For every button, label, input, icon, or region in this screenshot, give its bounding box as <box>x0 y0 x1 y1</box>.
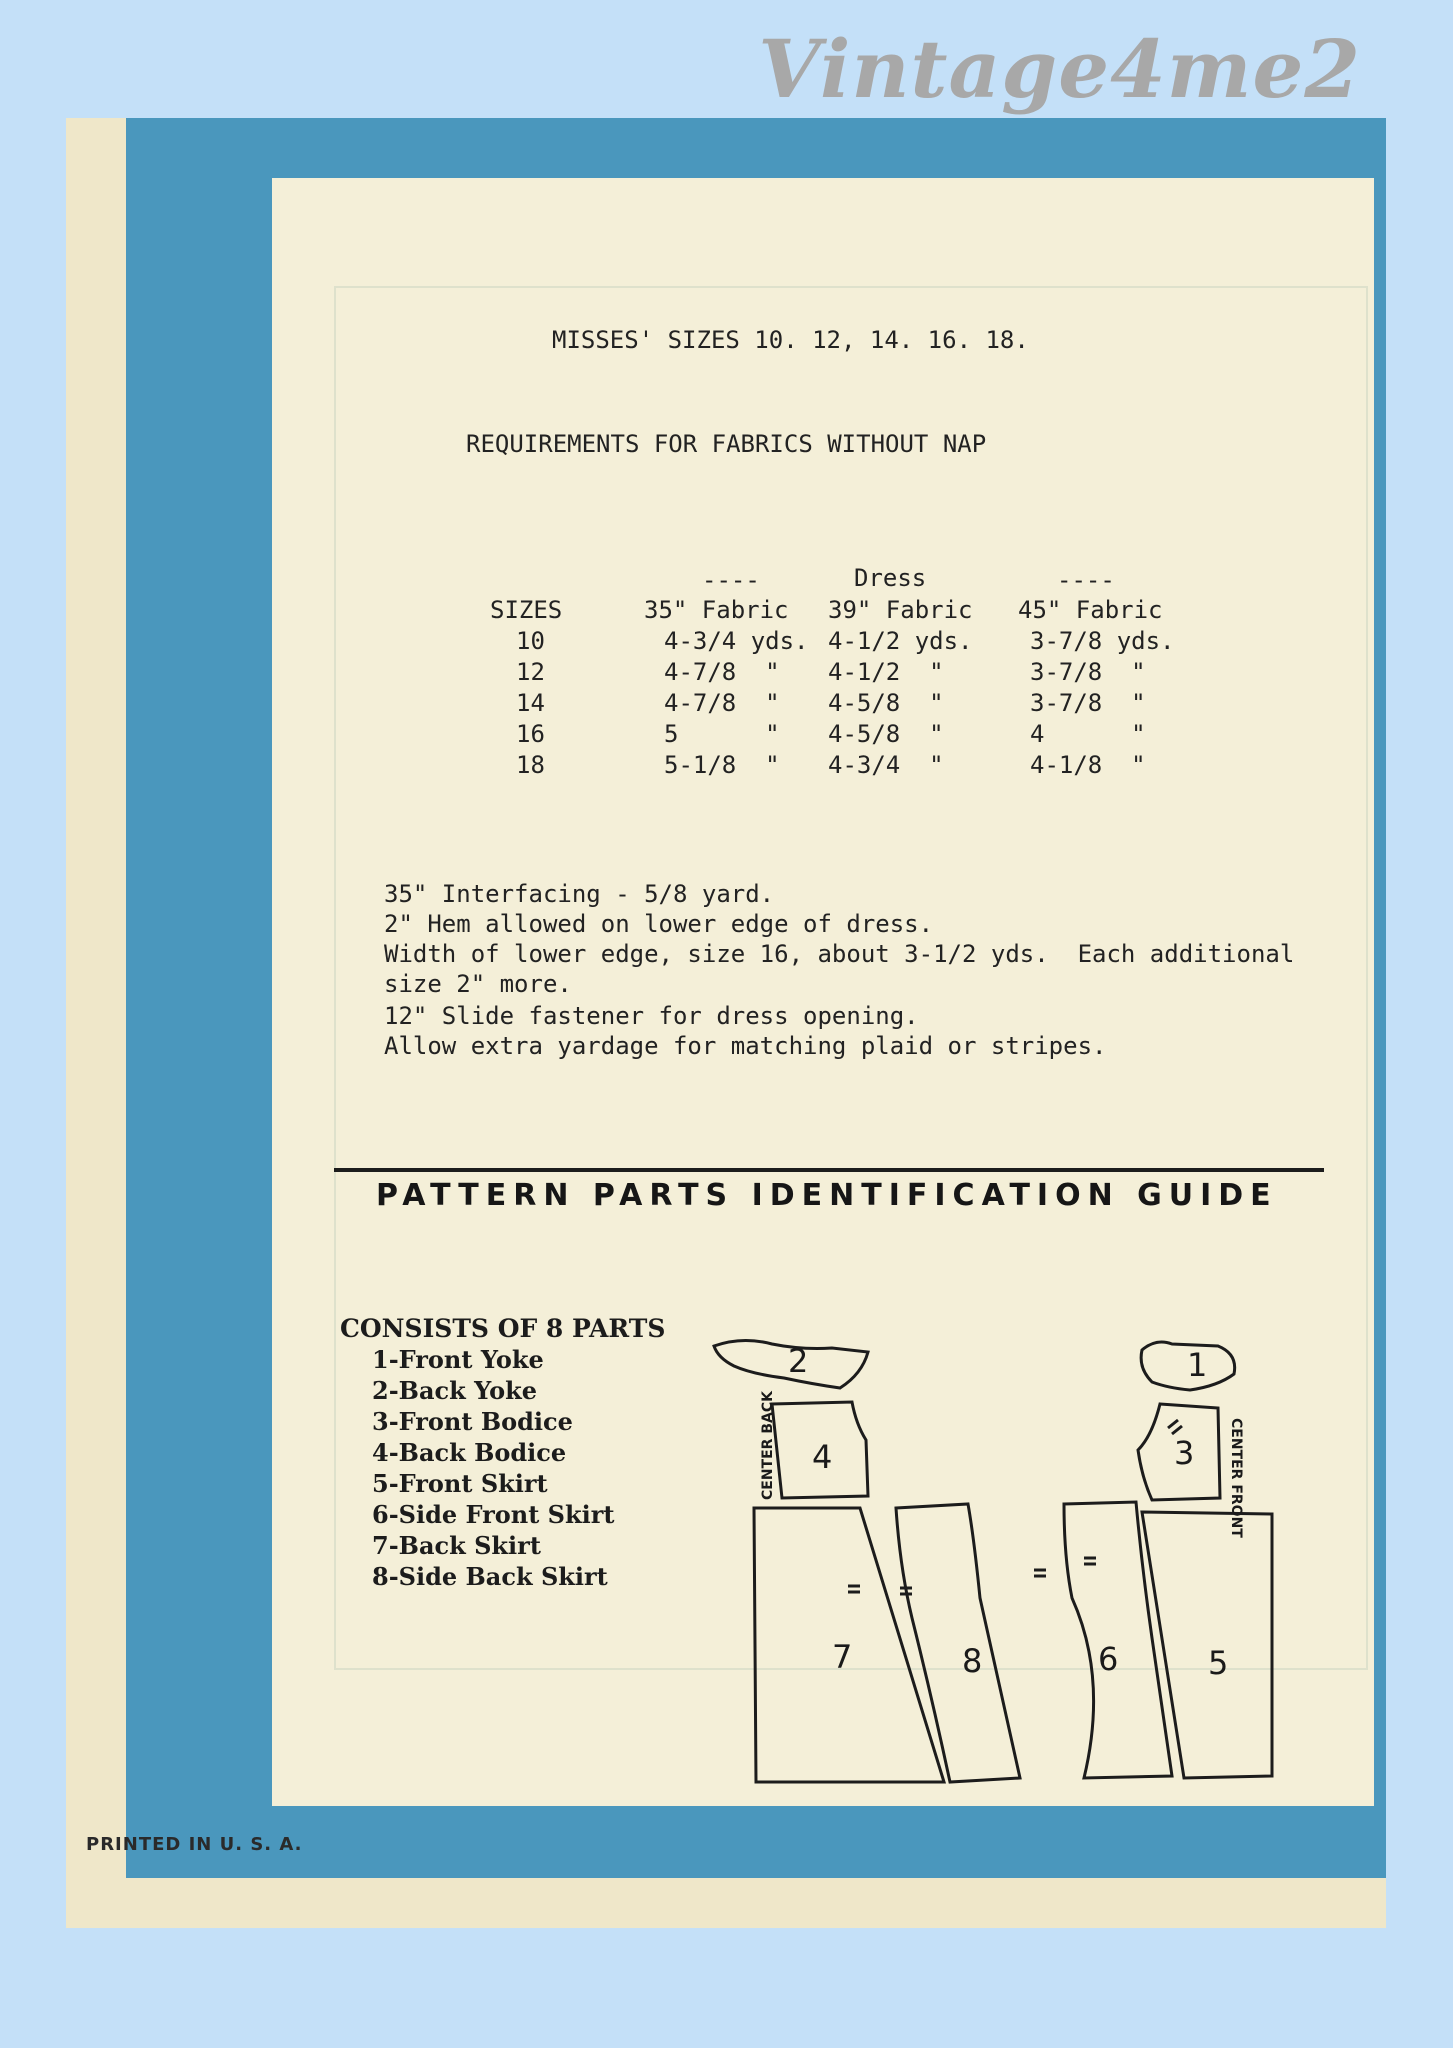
center-front-label: CENTER FRONT <box>1228 1418 1244 1538</box>
col-header-35: 35" Fabric <box>644 596 789 624</box>
piece-number-7: 7 <box>832 1638 853 1676</box>
row-35: 4-3/4 yds. <box>664 627 809 655</box>
parts-list-item: 3-Front Bodice <box>372 1407 573 1436</box>
parts-list-item: 5-Front Skirt <box>372 1469 548 1498</box>
piece-number-8: 8 <box>962 1642 983 1680</box>
group-label-dress: Dress <box>854 564 927 592</box>
row-size: 16 <box>516 720 545 748</box>
piece-8-shape <box>896 1504 1020 1782</box>
requirements-title: REQUIREMENTS FOR FABRICS WITHOUT NAP <box>466 430 987 458</box>
row-45: 3-7/8 " <box>1030 658 1146 686</box>
piece-number-5: 5 <box>1208 1644 1229 1682</box>
note-line: 35" Interfacing - 5/8 yard. <box>384 880 775 908</box>
parts-list-item: 1-Front Yoke <box>372 1345 544 1374</box>
note-line: Allow extra yardage for matching plaid or stripes. <box>384 1032 1107 1060</box>
row-45: 4-1/8 " <box>1030 751 1146 779</box>
row-35: 4-7/8 " <box>664 689 780 717</box>
row-39: 4-1/2 " <box>828 658 944 686</box>
row-39: 4-1/2 yds. <box>828 627 973 655</box>
row-45: 4 " <box>1030 720 1146 748</box>
note-line: size 2" more. <box>384 970 572 998</box>
piece-number-3: 3 <box>1174 1434 1195 1472</box>
row-39: 4-5/8 " <box>828 720 944 748</box>
note-line: 12" Slide fastener for dress opening. <box>384 1002 919 1030</box>
parts-count: CONSISTS OF 8 PARTS <box>340 1314 666 1343</box>
row-39: 4-3/4 " <box>828 751 944 779</box>
parts-list-item: 4-Back Bodice <box>372 1438 567 1467</box>
notch-mark <box>1034 1570 1046 1576</box>
parts-list-item: 7-Back Skirt <box>372 1531 541 1560</box>
row-35: 5 " <box>664 720 780 748</box>
parts-list-item: 2-Back Yoke <box>372 1376 538 1405</box>
row-39: 4-5/8 " <box>828 689 944 717</box>
instruction-page <box>272 178 1374 1806</box>
note-line: 2" Hem allowed on lower edge of dress. <box>384 910 934 938</box>
piece-number-1: 1 <box>1187 1346 1208 1384</box>
piece-number-2: 2 <box>788 1342 809 1380</box>
group-right-dash: ---- <box>1057 566 1115 594</box>
group-left-dash: ---- <box>702 566 760 594</box>
row-size: 10 <box>516 627 545 655</box>
note-line: Width of lower edge, size 16, about 3-1/2 yds. Each additional <box>384 940 1295 968</box>
guide-title: PATTERN PARTS IDENTIFICATION GUIDE <box>376 1178 1278 1213</box>
printed-in-usa: PRINTED IN U. S. A. <box>86 1834 303 1855</box>
parts-list-item: 6-Side Front Skirt <box>372 1500 615 1529</box>
pattern-sheet <box>66 118 1386 1928</box>
row-35: 4-7/8 " <box>664 658 780 686</box>
notch-mark <box>848 1586 860 1592</box>
piece-number-6: 6 <box>1098 1640 1119 1678</box>
row-45: 3-7/8 " <box>1030 689 1146 717</box>
center-back-label: CENTER BACK <box>760 1391 776 1500</box>
piece-number-4: 4 <box>812 1438 833 1476</box>
col-header-45: 45" Fabric <box>1018 596 1163 624</box>
row-45: 3-7/8 yds. <box>1030 627 1175 655</box>
sizes-line: MISSES' SIZES 10. 12, 14. 16. 18. <box>552 326 1029 354</box>
col-header-39: 39" Fabric <box>828 596 973 624</box>
notch-mark <box>1084 1558 1096 1564</box>
col-header-sizes: SIZES <box>490 596 563 624</box>
parts-list-item: 8-Side Back Skirt <box>372 1562 608 1591</box>
row-size: 18 <box>516 751 545 779</box>
row-size: 12 <box>516 658 545 686</box>
pattern-pieces-diagram <box>272 178 1374 1806</box>
row-35: 5-1/8 " <box>664 751 780 779</box>
row-size: 14 <box>516 689 545 717</box>
watermark-text: Vintage4me2 <box>758 22 1361 116</box>
notch-mark <box>1168 1420 1182 1434</box>
piece-5-shape <box>1142 1512 1272 1778</box>
